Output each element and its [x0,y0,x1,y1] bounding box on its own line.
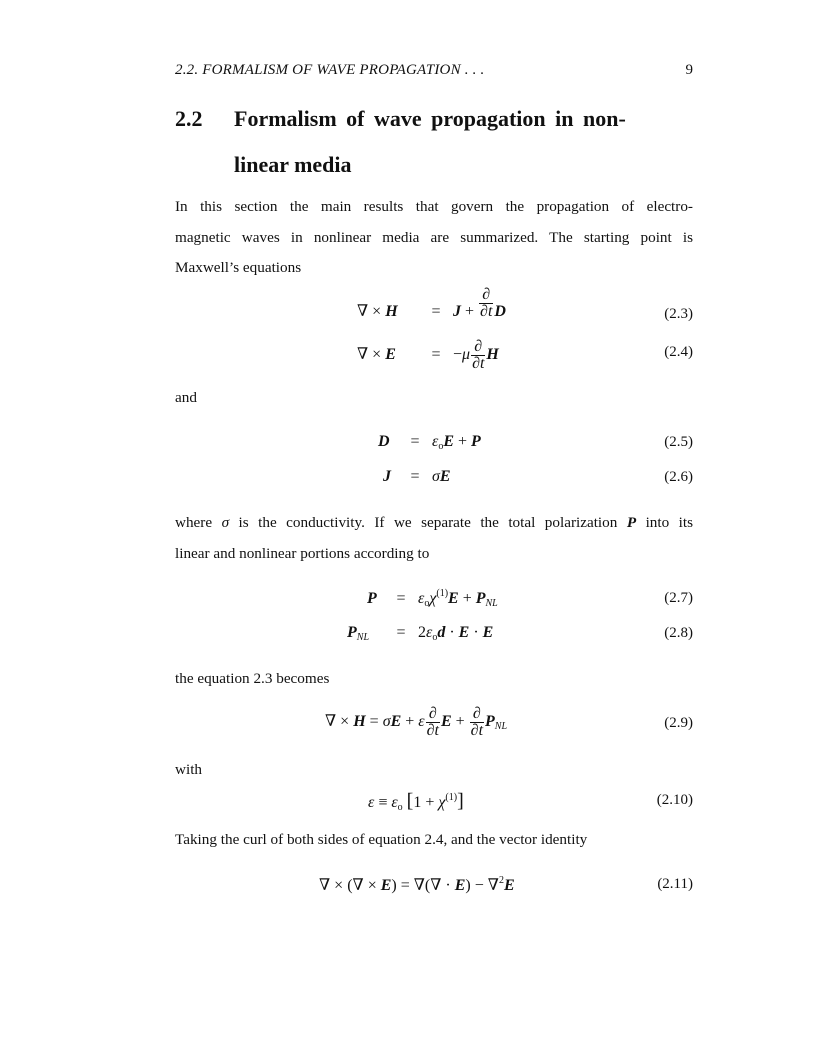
text-becomes: the equation 2.3 becomes [175,670,330,687]
running-header: 2.2. FORMALISM OF WAVE PROPAGATION . . . [175,62,485,78]
section-title-line2: linear media [234,152,352,177]
p-symbol: P [626,514,637,531]
equation-number-2-4: (2.4) [664,344,693,360]
equation-number-2-9: (2.9) [664,715,693,731]
equation-2-7: $P = \varepsilon_o\chi^{(1)}E + P_{NL}$ [367,588,498,609]
equation-2-11: ∇ × (∇ × E) = ∇(∇ · E) − ∇$^2$E [319,875,515,894]
where-text-b: is the conductivity. If we separate the total polarization [238,514,618,531]
text-taking: Taking the curl of both sides of equation 2.4, and the vector identity [175,831,588,848]
equation-number-2-7: (2.7) [664,590,693,606]
equation-number-2-8: (2.8) [664,625,693,641]
equation-2-8: $P_{NL} = 2\varepsilon_od \cdot E \cdot E$ [347,624,494,643]
equation-2-10: $\varepsilon \equiv \varepsilon_o$ $[1 + \chi^{(1)}]$ [368,790,464,813]
equation-number-2-11: (2.11) [657,876,693,892]
equation-2-3: ∇ × H = J + $\frac{\partial}{\partial t}$ D [357,285,506,320]
intro-line-1: In this section the main results that govern the propagation of electro- [175,198,693,215]
equation-2-4: ∇ × E = −μ $\frac{\partial}{\partial t}$ H [357,338,499,372]
equation-2-9: ∇ × H = σE + ε $\frac{\partial}{\partial t}$ E + $\frac{\partial}{\partial t}$ $P_{NL}$ [325,705,508,739]
equation-number-2-3: (2.3) [664,306,693,322]
text-and: and [175,389,197,406]
where-line-2: linear and nonlinear portions according to [175,545,430,562]
section-number: 2.2 [175,106,203,131]
where-line-1 [175,514,693,532]
where-text-a: where [175,514,213,531]
section-title-line1: Formalism of wave propagation in non- [234,106,626,131]
text-with: with [175,761,203,778]
equation-2-6: J = σE [383,468,451,485]
page-number: 9 [685,62,693,78]
where-text-c: into its [645,514,694,531]
intro-line-3: Maxwell’s equations [175,259,302,276]
equation-2-5: $D = \varepsilon_oE + P$ [378,433,481,452]
equation-number-2-6: (2.6) [664,469,693,485]
sigma-symbol: σ [221,514,230,531]
intro-line-2: magnetic waves in nonlinear media are summarized. The starting point is [175,229,693,246]
equation-number-2-10: (2.10) [656,792,693,808]
equation-number-2-5: (2.5) [664,434,693,450]
